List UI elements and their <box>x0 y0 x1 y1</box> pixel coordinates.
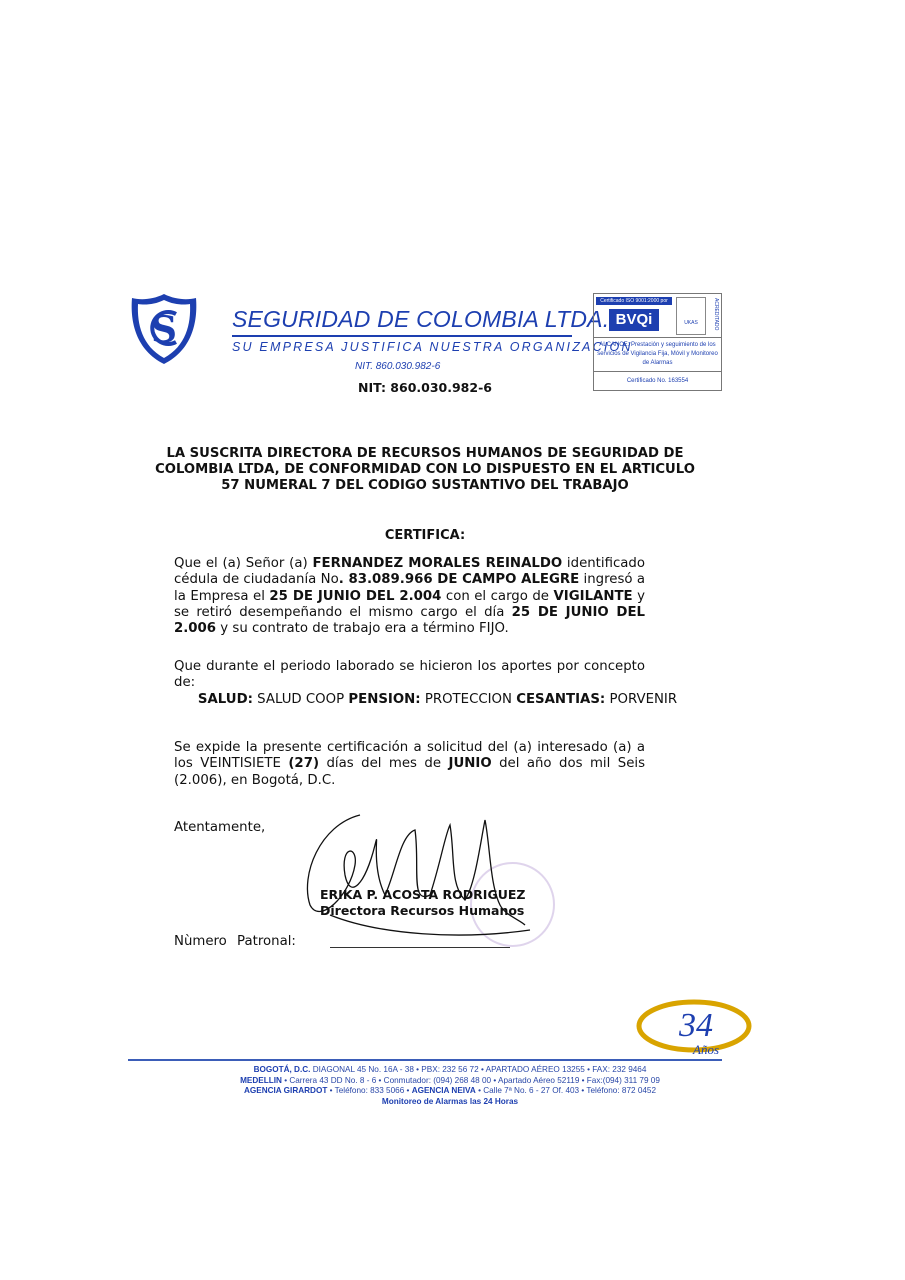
text: Se expide la presente certificación a solicitud del (a) interesado (a) a los VEINTISIETE <box>174 740 645 772</box>
city: AGENCIA GIRARDOT <box>243 1086 328 1095</box>
address: • Teléfono: 833 5066 • <box>327 1086 412 1095</box>
address: DIAGONAL 45 No. 16A - 38 • PBX: 232 56 72 • APARTADO AÉREO 13255 • FAX: 232 9464 <box>310 1065 647 1074</box>
day: (27) <box>288 756 320 772</box>
address: • Carrera 43 DD No. 8 - 6 • Conmutador: (094) 268 48 00 • Apartado Aéreo 52119 • Fax:(094) 311 79 09 <box>281 1075 660 1085</box>
footer-line-medellin <box>150 1076 750 1087</box>
city: MEDELLIN <box>240 1075 282 1085</box>
handwritten-signature <box>300 805 540 945</box>
month: JUNIO <box>448 756 492 772</box>
text: días del mes de <box>319 756 449 772</box>
employee-name: FERNANDEZ MORALES REINALDO <box>312 556 563 571</box>
anniversary-number: 34 <box>679 1007 713 1044</box>
city: AGENCIA NEIVA <box>411 1086 476 1095</box>
monitoring-text: Monitoreo de Alarmas las 24 Horas <box>381 1096 519 1106</box>
text: del año dos mil Seis (2.006), en Bogotá, D.C. <box>174 756 645 788</box>
contributions-line <box>150 692 725 708</box>
city: BOGOTÁ, D.C. <box>253 1065 311 1074</box>
text: con el cargo de <box>441 588 554 604</box>
iso-certification-box <box>593 293 722 391</box>
cert-number: Certificado No. 163554 <box>626 378 689 384</box>
pension-label: PENSION: <box>348 692 421 707</box>
certifica-title: CERTIFICA: <box>384 528 466 543</box>
text: Que el (a) Señor (a) <box>174 556 313 571</box>
footer-line-bogota <box>150 1065 750 1076</box>
id-number: . 83.089.966 DE CAMPO ALEGRE <box>338 572 580 588</box>
signer-title: Directora Recursos Humanos <box>320 903 525 918</box>
start-date: 25 DE JUNIO DEL 2.004 <box>269 588 442 604</box>
pension-value: PROTECCION <box>420 692 517 707</box>
nit-bold: NIT: 860.030.982-6 <box>358 380 492 395</box>
bvqi-logo: BVQi <box>609 309 659 331</box>
employment-paragraph <box>174 556 645 637</box>
company-slogan: SU EMPRESA JUSTIFICA NUESTRA ORGANIZACION <box>232 340 633 354</box>
footer-monitoring <box>150 1097 750 1108</box>
address: • Calle 7ª No. 6 - 27 Of. 403 • Teléfono: 872 0452 <box>475 1086 657 1095</box>
issuance-paragraph <box>174 740 645 789</box>
cesantias-label: CESANTIAS: <box>516 692 606 707</box>
patronal-blank-line <box>330 947 510 948</box>
salud-label: SALUD: <box>197 692 253 707</box>
accredited-label: ACREDITADO <box>713 298 719 331</box>
header-rule <box>232 335 572 337</box>
text: identificado cédula de ciudadanía No <box>174 556 645 588</box>
salud-value: SALUD COOP <box>252 692 349 707</box>
text: y se retiró desempeñando el mismo cargo el día <box>174 588 645 620</box>
signer-name: ERIKA P. ACOSTA RODRIGUEZ <box>320 887 526 902</box>
footer-line-agencies <box>150 1086 750 1097</box>
contributions-intro: Que durante el periodo laborado se hicieron los aportes por concepto de: <box>174 659 645 691</box>
nit-small: NIT. 860.030.982-6 <box>355 361 441 372</box>
anniversary-34-logo <box>634 996 752 1060</box>
company-name: SEGURIDAD DE COLOMBIA LTDA. <box>232 306 610 332</box>
closing: Atentamente, <box>174 820 266 835</box>
signer-block <box>320 887 525 919</box>
cert-scope: ALCANCE: Prestación y seguimiento de los servicios de Vigilancia Fija, Móvil y Monitoreo de Alarmas <box>594 338 721 372</box>
cesantias-value: PORVENIR <box>605 692 678 707</box>
anniversary-label: Años <box>693 1042 719 1057</box>
ukas-logo: UKAS <box>676 297 706 335</box>
text: y su contrato de trabajo era a término FIJO. <box>216 621 509 637</box>
end-date: 25 DE JUNIO DEL 2.006 <box>174 604 646 637</box>
cert-label: Certificado ISO 9001:2000 por <box>596 297 672 305</box>
patronal-label: Nùmero Patronal: <box>174 934 296 949</box>
document-heading: LA SUSCRITA DIRECTORA DE RECURSOS HUMANOS DE SEGURIDAD DE COLOMBIA LTDA, DE CONFORMIDAD CON LO DISPUESTO EN EL ARTICULO 57 NUMERAL 7 DEL CODIGO SUSTANTIVO DEL TRABAJO <box>155 446 695 493</box>
svg-text:S: S <box>151 309 177 351</box>
footer-rule <box>128 1059 722 1061</box>
role: VIGILANTE <box>553 588 633 604</box>
footer-addresses <box>150 1065 750 1107</box>
text: ingresó a la Empresa el <box>174 572 645 604</box>
company-shield-logo <box>128 292 200 366</box>
